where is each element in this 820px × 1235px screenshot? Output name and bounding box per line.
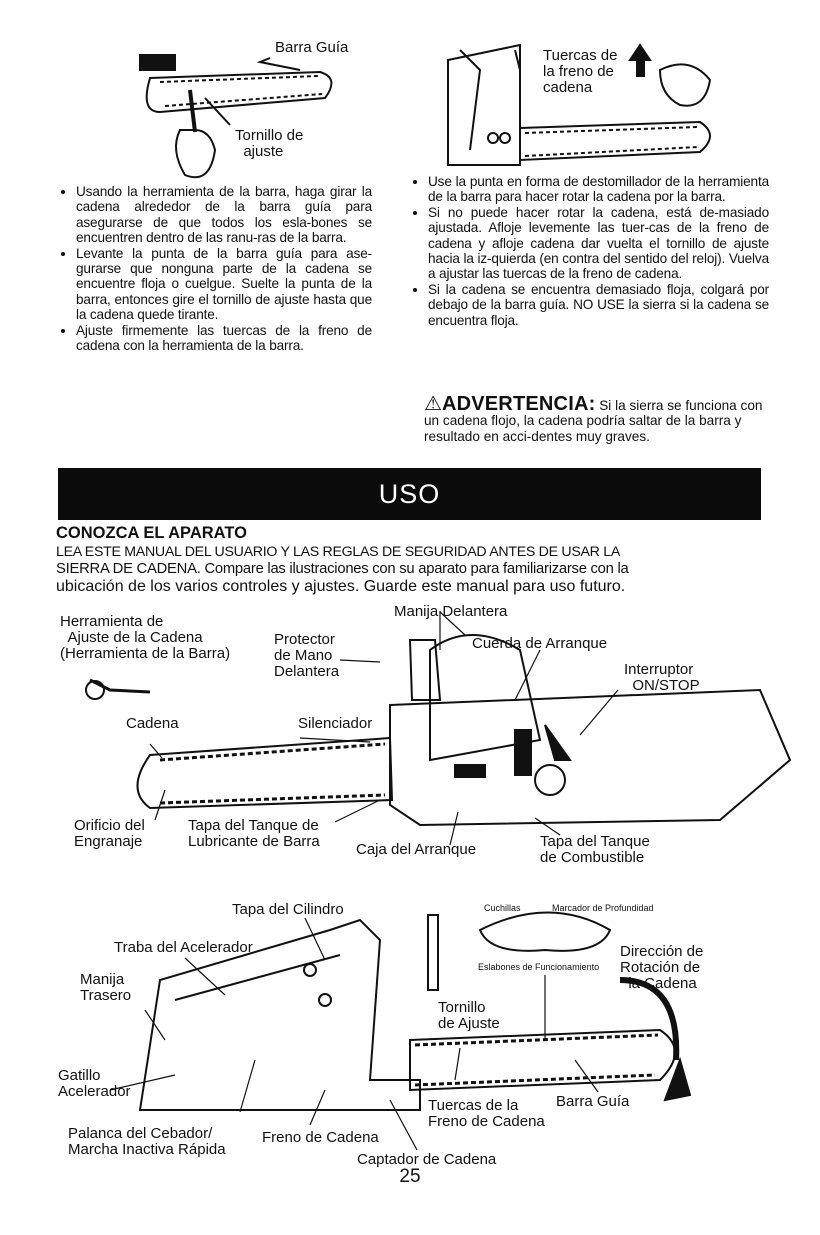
fig-label-hand-guard: Protector de Mano Delantera bbox=[274, 631, 340, 680]
warning-icon: ⚠ bbox=[424, 393, 442, 415]
fig-label-brake-nuts: Tuercas de la freno de cadena bbox=[543, 47, 618, 96]
list-item: • Si la cadena se encuentra demasiado floja, colgará por debajo de la barra guía. NO USE la sierra si la cadena se encuentra floja. bbox=[428, 282, 769, 328]
fig-label-cylinder-cover: Tapa del Cilindro bbox=[232, 901, 344, 918]
fig-label-muffler: Silenciador bbox=[298, 715, 373, 732]
section-banner: USO bbox=[58, 468, 761, 520]
right-instruction-column bbox=[408, 174, 769, 328]
fig-label-drive-links: Eslabones de Funcionamiento bbox=[478, 962, 600, 972]
section-heading: CONOZCA EL APARATO bbox=[56, 524, 247, 542]
fig-label-guide-bar: Barra Guía bbox=[275, 39, 349, 56]
warning-heading: ADVERTENCIA: bbox=[441, 393, 596, 415]
fig-label-rear-handle: Manija Trasero bbox=[80, 971, 132, 1004]
fig-label-adjust-screw-bottom: Tornillo de Ajuste bbox=[438, 999, 500, 1032]
list-item: • Si no puede hacer rotar la cadena, está de-masiado ajustada. Afloje levemente las tuer-cas de la freno de cadena y afloje cadena dar vuelta el tornillo de ajuste hacia la iz-quierda (en contra del sentido del reloj). Vuelva a ajustar las tuercas de la freno de cadena. bbox=[428, 205, 769, 282]
intro-line: SIERRA DE CADENA. Compare las ilustraciones con su aparato para familiarizarse con la bbox=[56, 561, 629, 577]
leader-lines bbox=[110, 611, 618, 1150]
warning-text: Si la sierra se funciona con un cadena flojo, la cadena podría saltar de la barra y resultado en acci-dentes muy graves. bbox=[424, 398, 763, 444]
fig-label-sprocket-hole: Orificio del Engranaje bbox=[74, 817, 145, 850]
fig-label-depth-gauge: Marcador de Profundidad bbox=[552, 903, 654, 913]
intro-line: LEA ESTE MANUAL DEL USUARIO Y LAS REGLAS DE SEGURIDAD ANTES DE USAR LA bbox=[56, 544, 621, 560]
left-instruction-column bbox=[56, 184, 372, 353]
page-number: 25 bbox=[399, 1166, 421, 1187]
fig-label-brake-nuts-bottom: Tuercas de la Freno de Cadena bbox=[428, 1097, 545, 1130]
list-item: • Use la punta en forma de destomillador de la herramienta de la barra para hacer rotar la cadena por la barra. bbox=[428, 174, 769, 205]
fig-label-choke-lever: Palanca del Cebador/ Marcha Inactiva Rápida bbox=[68, 1125, 226, 1158]
list-item: • Ajuste firmemente las tuercas de la freno de cadena con la herramienta de la barra. bbox=[76, 323, 372, 354]
list-item: • Usando la herramienta de la barra, haga girar la cadena alrededor de la barra guía para asegurarse de que todos los esla-bones se encuentren dentro de las ranu-ras de la barra. bbox=[76, 184, 372, 246]
intro-line: ubicación de los varios controles y ajustes. Guarde este manual para uso futuro. bbox=[56, 578, 626, 595]
fig-label-chain-brake: Freno de Cadena bbox=[262, 1129, 379, 1146]
fig-label-throttle-lockout: Traba del Acelerador bbox=[114, 939, 253, 956]
warning-box bbox=[424, 393, 769, 444]
fig-label-chain-rotation: Dirección de Rotación de la Cadena bbox=[620, 943, 704, 992]
fig-label-oil-cap: Tapa del Tanque de Lubricante de Barra bbox=[188, 817, 320, 850]
fig-label-chain: Cadena bbox=[126, 715, 179, 732]
fig-label-cutters: Cuchillas bbox=[484, 903, 521, 913]
fig-label-guide-bar-bottom: Barra Guía bbox=[556, 1093, 630, 1110]
fig-label-adjust-screw: Tornillo de ajuste bbox=[235, 127, 304, 160]
list-item: • Levante la punta de la barra guía para ase-gurarse que nonguna parte de la cadena se encuentre floja o cuelgue. Suelte la punta de la barra, entonces gire el tornillo de ajuste hasta que la cadena quede tirante. bbox=[76, 246, 372, 323]
fig-label-fuel-cap: Tapa del Tanque de Combustible bbox=[540, 833, 650, 866]
fig-label-on-stop-switch: Interruptor ON/STOP bbox=[624, 661, 700, 694]
fig-label-front-handle: Manija Delantera bbox=[394, 603, 508, 620]
fig-label-chain-catcher: Captador de Cadena bbox=[357, 1151, 497, 1168]
fig-label-starter-housing: Caja del Arranque bbox=[356, 841, 477, 858]
fig-label-starter-rope: Cuerda de Arranque bbox=[472, 635, 608, 652]
fig-label-throttle-trigger: Gatillo Acelerador bbox=[58, 1067, 131, 1100]
intro-paragraph bbox=[56, 544, 768, 595]
fig-label-bar-tool: Herramienta de Ajuste de la Cadena (Herramienta de la Barra) bbox=[60, 613, 231, 662]
